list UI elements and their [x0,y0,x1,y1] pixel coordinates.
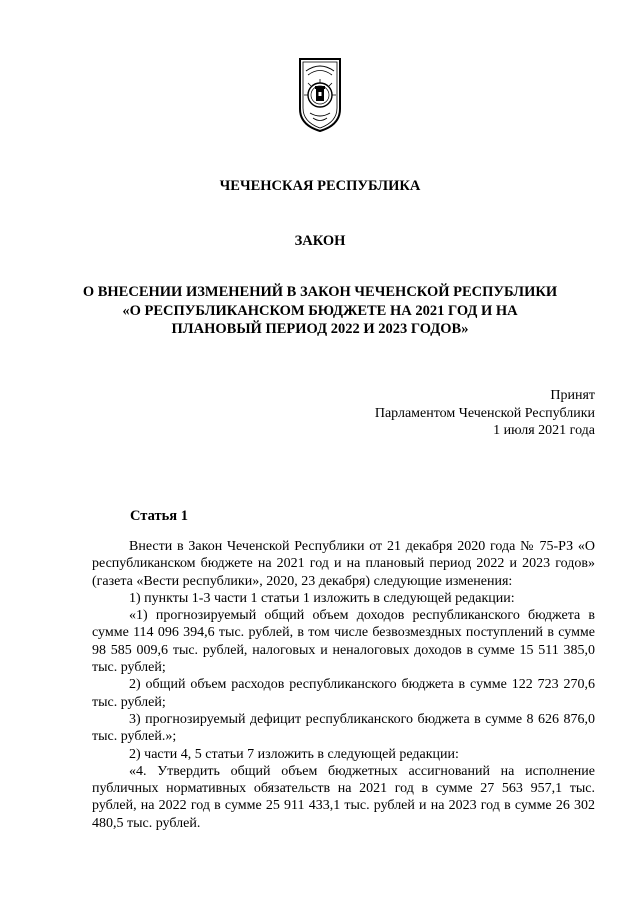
article-paragraph: Внести в Закон Чеченской Республики от 21 декабря 2020 года № 75-РЗ «О республиканском бюджете на 2021 год и на плановый период 2022 и 2023 годов» (газета «Вести республики», 2020, 23 декабря) следующие изменения: [92,539,595,589]
coat-of-arms-emblem [298,57,342,133]
law-title [0,283,640,339]
article-paragraph: «1) прогнозируемый общий объем доходов республиканского бюджета в сумме 114 096 394,6 тыс. рублей, в том числе безвозмездных поступлений в сумме 98 585 009,6 тыс. рублей, налоговых и неналоговых доходов в сумме 15 511 385,0 тыс. рублей; [92,608,595,676]
article-paragraph: «4. Утвердить общий объем бюджетных ассигнований на исполнение публичных нормативных обязательств на 2021 год в сумме 27 563 957,1 тыс. рублей, на 2022 год в сумме 25 911 433,1 тыс. рублей и на 2023 год в сумме 26 302 480,5 тыс. рублей. [92,763,595,831]
article-paragraph: 2) общий объем расходов республиканского бюджета в сумме 122 723 270,6 тыс. рублей; [92,677,595,710]
article-paragraph: 2) части 4, 5 статьи 7 изложить в следующей редакции: [129,746,459,762]
republic-heading: ЧЕЧЕНСКАЯ РЕСПУБЛИКА [219,178,421,194]
article-paragraph: 1) пункты 1-3 части 1 статьи 1 изложить в следующей редакции: [129,590,515,606]
article-heading: Статья 1 [130,508,188,524]
document-type-heading: ЗАКОН [294,233,346,249]
article-paragraph: 3) прогнозируемый дефицит республиканского бюджета в сумме 8 626 876,0 тыс. рублей.»; [92,711,595,745]
adoption-body: Парламентом Чеченской Республики [374,405,595,421]
adoption-date: 1 июля 2021 года [493,423,595,438]
adoption-block [375,387,595,440]
law-title-line: ПЛАНОВЫЙ ПЕРИОД 2022 И 2023 ГОДОВ» [171,321,469,337]
article-body [92,538,595,832]
law-title-line: О ВНЕСЕНИИ ИЗМЕНЕНИЙ В ЗАКОН ЧЕЧЕНСКОЙ РЕСПУБЛИКИ [82,284,558,300]
law-title-line: «О РЕСПУБЛИКАНСКОМ БЮДЖЕТЕ НА 2021 ГОД И НА [122,302,518,319]
adoption-label: Принят [550,388,595,403]
